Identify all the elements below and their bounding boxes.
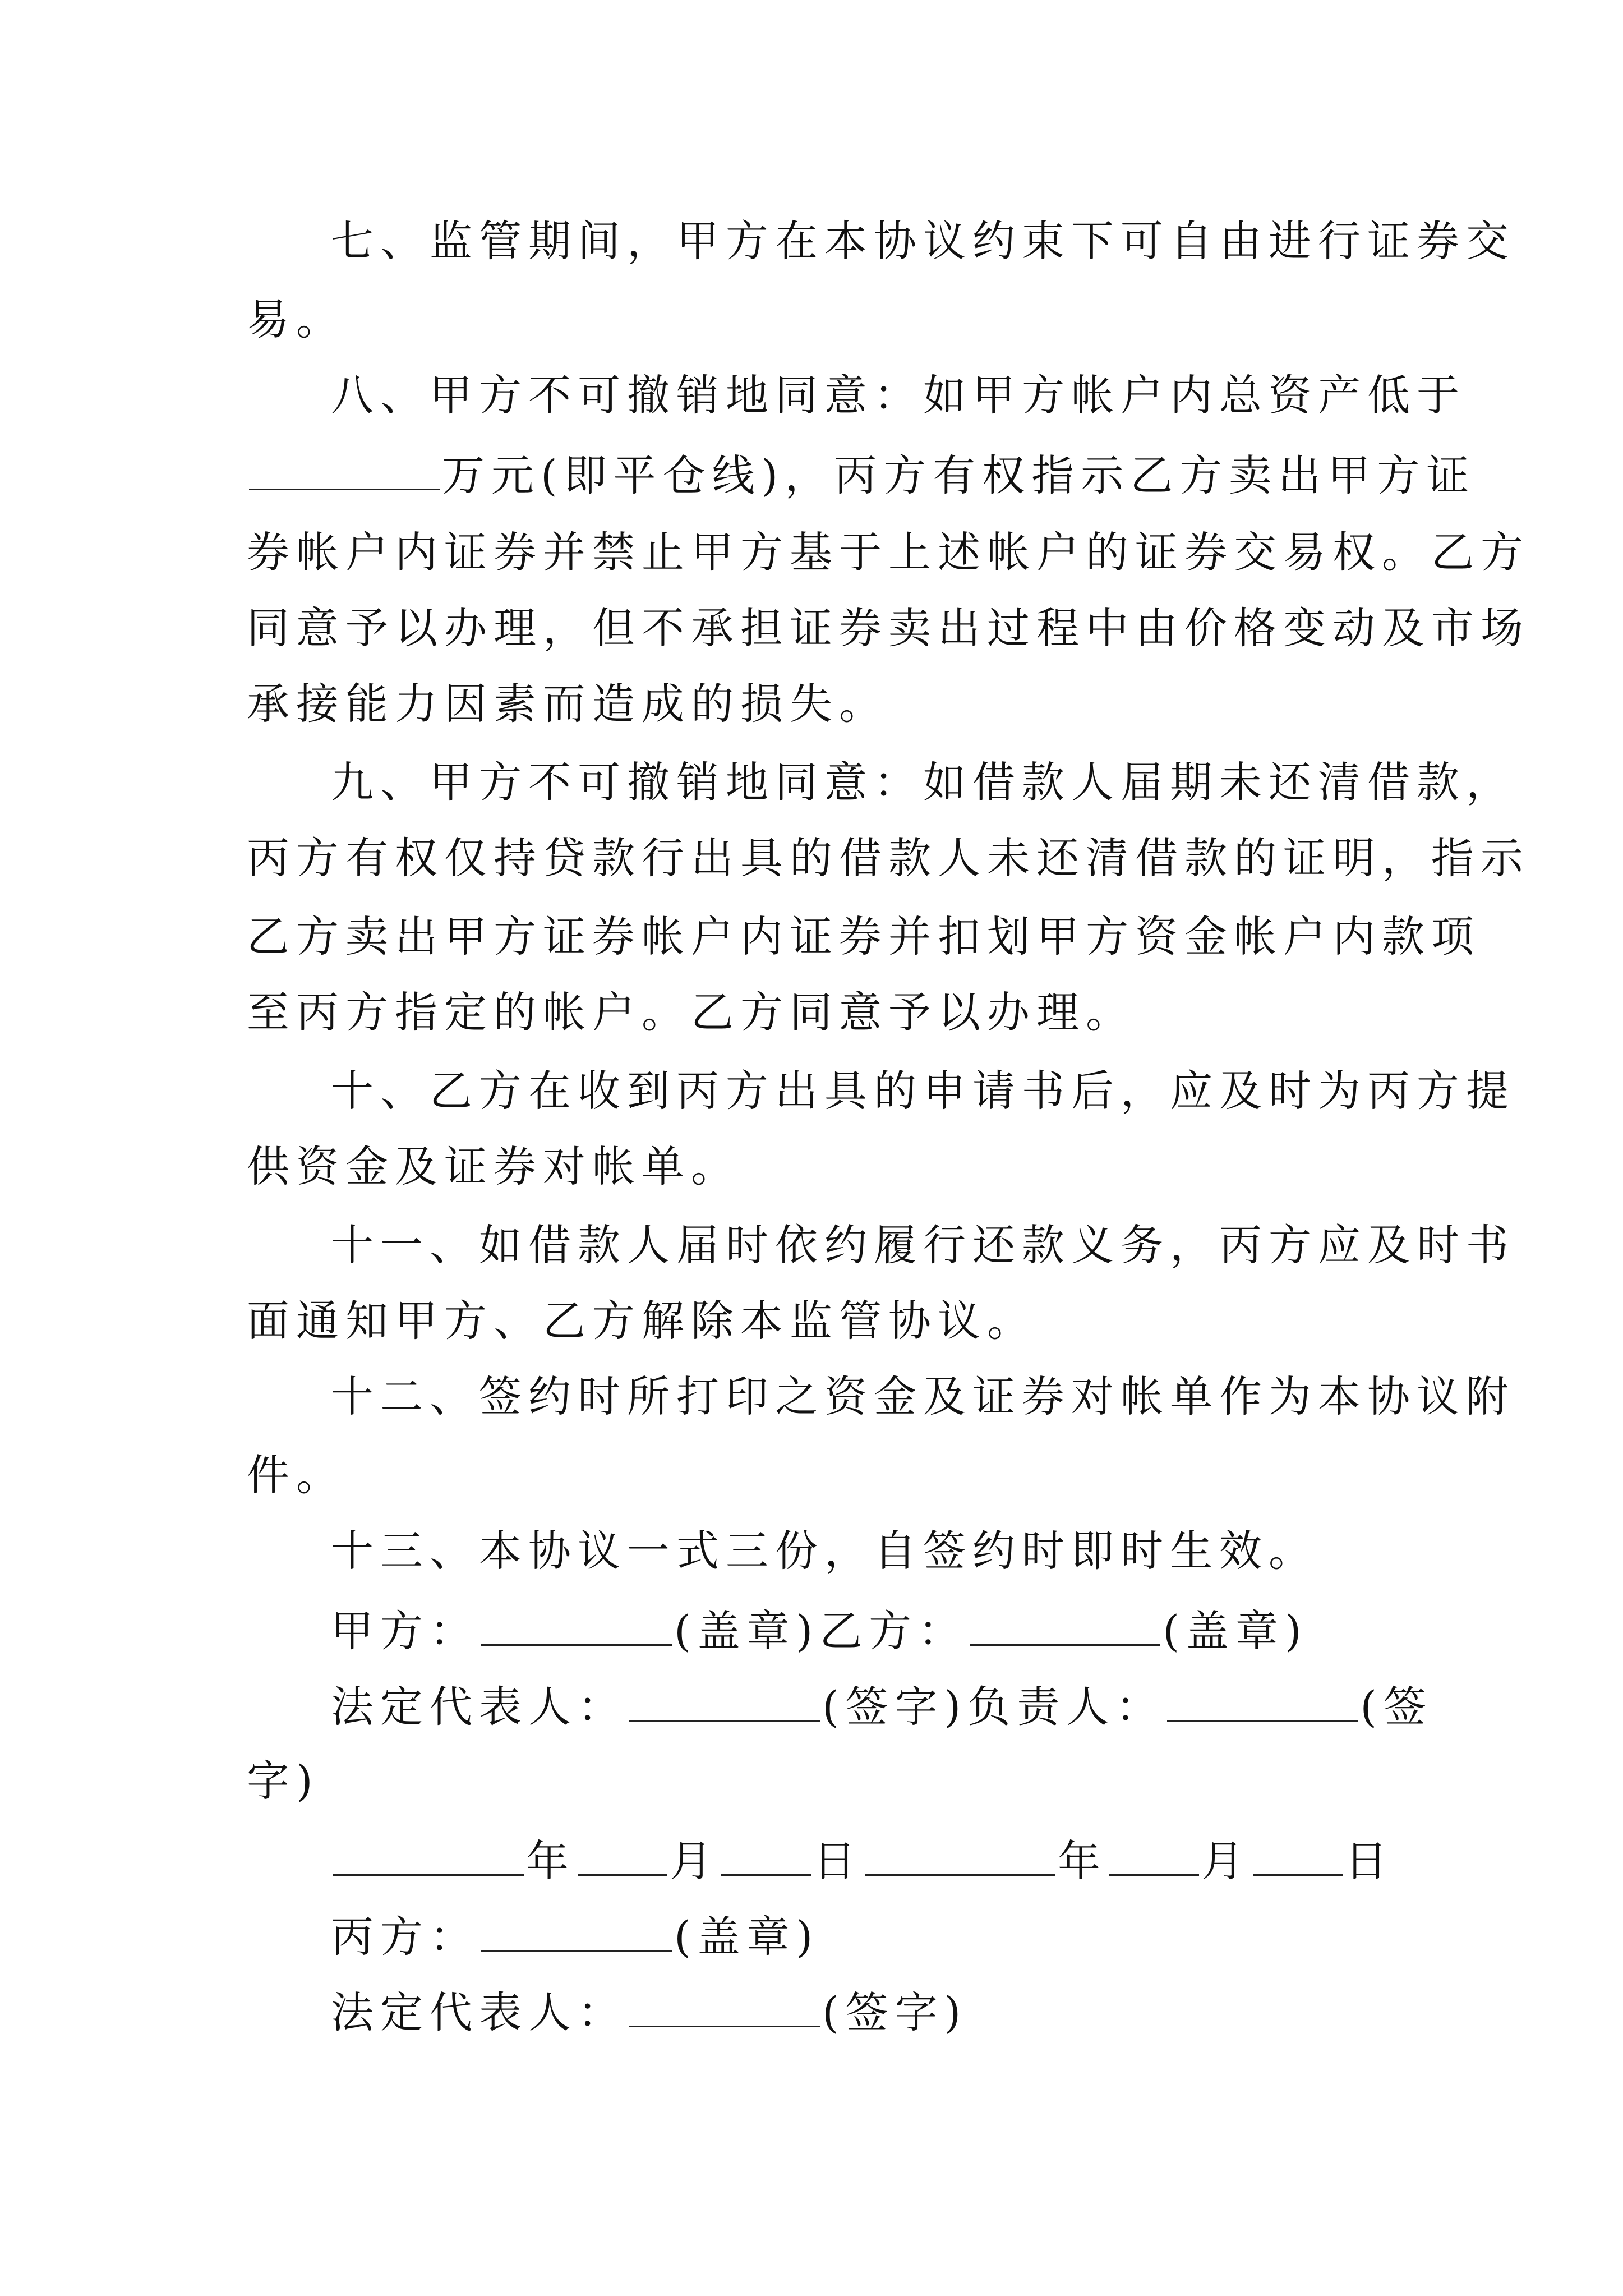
date-month-blank-2[interactable] <box>1109 1832 1199 1876</box>
date-month-blank-1[interactable] <box>578 1832 667 1876</box>
amount-blank[interactable] <box>249 446 440 490</box>
party-b-blank[interactable] <box>970 1602 1160 1646</box>
legal-rep-blank[interactable] <box>629 1677 820 1722</box>
clause-8-line-2 <box>247 446 1476 502</box>
responsible-sign-open: (签 <box>1360 1682 1433 1732</box>
responsible-label: 负责人： <box>967 1682 1165 1732</box>
date-day-blank-2[interactable] <box>1253 1832 1343 1876</box>
legal-rep-label: 法定代表人： <box>331 1682 627 1732</box>
clause-8-line-3: 券帐户内证券并禁止甲方基于上述帐户的证券交易权。乙方 <box>247 527 1530 577</box>
clause-10-line-1: 十、乙方在收到丙方出具的申请书后，应及时为丙方提 <box>331 1066 1515 1116</box>
clause-11-line-1: 十一、如借款人届时依约履行还款义务，丙方应及时书 <box>331 1220 1515 1270</box>
signature-party-c-rep <box>331 1983 1475 2039</box>
signature-party-c <box>331 1907 1475 1963</box>
party-c-seal: (盖章) <box>674 1912 820 1962</box>
year-label-2: 年 <box>1058 1836 1107 1886</box>
party-c-label: 丙方： <box>331 1912 479 1962</box>
clause-8-line-2-text: 万元(即平仓线)，丙方有权指示乙方卖出甲方证 <box>442 450 1476 500</box>
clause-12-line-1: 十二、签约时所打印之资金及证券对帐单作为本协议附 <box>331 1372 1515 1421</box>
year-label-1: 年 <box>526 1836 575 1886</box>
clause-12-line-2: 件。 <box>247 1450 345 1500</box>
party-b-seal: (盖章) <box>1163 1606 1308 1656</box>
signature-reps-wrap: 字) <box>247 1756 320 1806</box>
signature-parties-ab <box>331 1602 1475 1658</box>
date-year-blank-1[interactable] <box>333 1832 524 1876</box>
party-a-blank[interactable] <box>481 1602 672 1646</box>
party-a-label: 甲方： <box>331 1606 479 1656</box>
clause-9-line-2: 丙方有权仅持贷款行出具的借款人未还清借款的证明，指示 <box>247 833 1530 883</box>
clause-7-line-1: 七、监管期间，甲方在本协议约束下可自由进行证券交 <box>331 216 1515 266</box>
month-label-2: 月 <box>1201 1836 1251 1886</box>
party-c-legal-rep-blank[interactable] <box>629 1983 820 2027</box>
clause-10-line-2: 供资金及证券对帐单。 <box>247 1142 740 1191</box>
party-a-seal: (盖章) <box>674 1606 820 1656</box>
clause-9-line-4: 至丙方指定的帐户。乙方同意予以办理。 <box>247 987 1135 1037</box>
clause-13-line-1: 十三、本协议一式三份，自签约时即时生效。 <box>331 1526 1318 1576</box>
party-c-blank[interactable] <box>481 1907 672 1952</box>
party-b-label: 乙方： <box>819 1606 968 1656</box>
legal-rep-sign: (签字) <box>822 1682 968 1732</box>
day-label-2: 日 <box>1345 1836 1394 1886</box>
clause-9-line-3: 乙方卖出甲方证券帐户内证券并扣划甲方资金帐户内款项 <box>247 912 1481 961</box>
party-c-legal-rep-sign: (签字) <box>822 1987 968 2037</box>
clause-7-line-2: 易。 <box>247 295 345 344</box>
clause-9-line-1: 九、甲方不可撤销地同意：如借款人届期未还清借款， <box>331 757 1515 807</box>
signature-dates <box>331 1832 1475 1888</box>
day-label-1: 日 <box>813 1836 863 1886</box>
month-label-1: 月 <box>670 1836 719 1886</box>
clause-8-line-5: 承接能力因素而造成的损失。 <box>247 679 888 729</box>
date-year-blank-2[interactable] <box>865 1832 1055 1876</box>
clause-11-line-2: 面通知甲方、乙方解除本监管协议。 <box>247 1296 1036 1346</box>
party-c-legal-rep-label: 法定代表人： <box>331 1987 627 2037</box>
responsible-blank[interactable] <box>1167 1677 1358 1722</box>
clause-8-line-1: 八、甲方不可撤销地同意：如甲方帐户内总资产低于 <box>331 370 1466 420</box>
date-day-blank-1[interactable] <box>721 1832 811 1876</box>
clause-8-line-4: 同意予以办理，但不承担证券卖出过程中由价格变动及市场 <box>247 603 1530 653</box>
signature-reps <box>331 1677 1475 1733</box>
